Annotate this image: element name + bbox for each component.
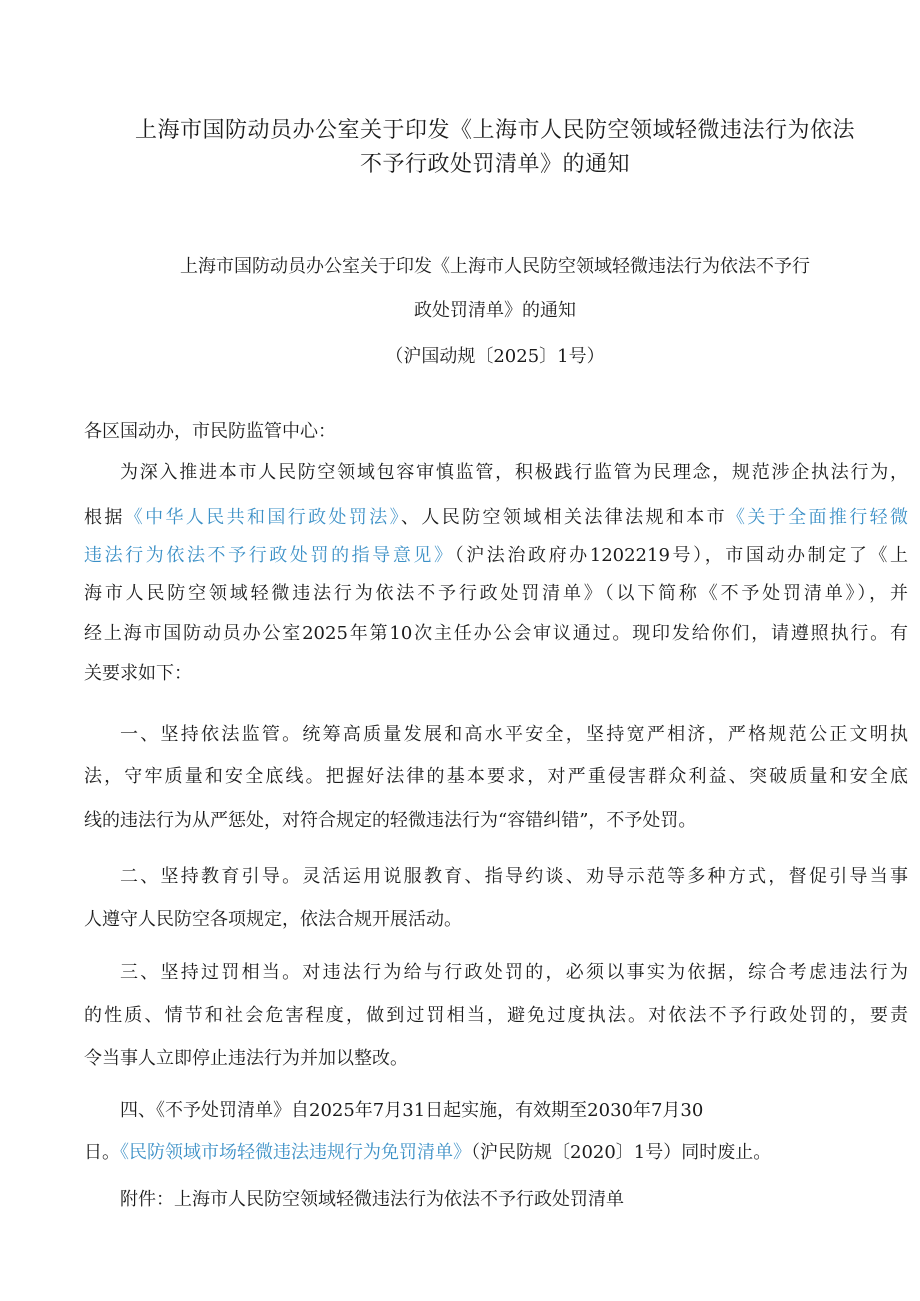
guidance-opinion-link[interactable]: 《关于全面推行轻微 xyxy=(727,507,908,528)
guidance-opinion-link-cont[interactable]: 违法行为依法不予行政处罚的指导意见》 xyxy=(84,545,455,566)
intro-line-6: 关要求如下： xyxy=(84,663,192,684)
item-3-line-1: 三、坚持过罚相当。对违法行为给与行政处罚的，必须以事实为依据，综合考虑违法行为 xyxy=(120,962,908,983)
item-4-line-2 xyxy=(84,1138,908,1168)
item-1-line-1: 一、坚持依法监管。统筹高质量发展和高水平安全，坚持宽严相济，严格规范公正文明执 xyxy=(120,724,908,745)
intro-line-5: 经上海市国防动员办公室2025年第10次主任办公会审议通过。现印发给你们，请遵照执行。有 xyxy=(84,623,908,644)
subtitle-line-1: 上海市国防动员办公室关于印发《上海市人民防空领域轻微违法行为依法不予行 xyxy=(180,256,810,277)
intro-line-2 xyxy=(84,503,908,533)
item-3-line-2: 的性质、情节和社会危害程度，做到过罚相当，避免过度执法。对依法不予行政处罚的，要责 xyxy=(84,1005,908,1026)
attachment-line: 附件：上海市人民防空领域轻微违法行为依法不予行政处罚清单 xyxy=(120,1189,624,1210)
penalty-law-link[interactable]: 《中华人民共和国行政处罚法》 xyxy=(124,507,401,528)
item-2-line-1: 二、坚持教育引导。灵活运用说服教育、指导约谈、劝导示范等多种方式，督促引导当事 xyxy=(120,866,908,887)
item-4-line-1: 四、《不予处罚清单》自2025年7月31日起实施，有效期至2030年7月30 xyxy=(120,1100,704,1121)
item-4-text: 日。 xyxy=(84,1142,120,1163)
item-3-line-3: 令当事人立即停止违法行为并加以整改。 xyxy=(84,1048,408,1069)
item-1-line-3: 线的违法行为从严惩处，对符合规定的轻微违法行为“容错纠错”，不予处罚。 xyxy=(84,810,697,831)
intro-text: 根据 xyxy=(84,507,125,528)
document-title-line-1: 上海市国防动员办公室关于印发《上海市人民防空领域轻微违法行为依法 xyxy=(134,118,855,143)
intro-text: （沪法治政府办1202219号），市国动办制定了《上 xyxy=(454,545,908,566)
document-title-line-2: 不予行政处罚清单》的通知 xyxy=(359,152,630,177)
item-2-line-2: 人遵守人民防空各项规定，依法合规开展活动。 xyxy=(84,909,462,930)
intro-text: 、人民防空领域相关法律法规和本市 xyxy=(401,507,727,528)
item-1-line-2: 法，守牢质量和安全底线。把握好法律的基本要求，对严重侵害群众利益、突破质量和安全底 xyxy=(84,766,908,787)
intro-line-3 xyxy=(84,541,908,571)
intro-line-4: 海市人民防空领域轻微违法行为依法不予行政处罚清单》（以下简称《不予处罚清单》），并 xyxy=(84,583,908,604)
intro-line-1: 为深入推进本市人民防空领域包容审慎监管，积极践行监管为民理念，规范涉企执法行为， xyxy=(120,462,908,483)
salutation: 各区国动办，市民防监管中心： xyxy=(84,421,336,442)
document-number: （沪国动规〔2025〕1号） xyxy=(385,346,605,367)
item-4-text: （沪民防规〔2020〕1号）同时废止。 xyxy=(471,1142,772,1163)
subtitle-line-2: 政处罚清单》的通知 xyxy=(414,300,576,321)
exemption-list-link[interactable]: 《民防领域市场轻微违法违规行为免罚清单》 xyxy=(120,1142,471,1163)
